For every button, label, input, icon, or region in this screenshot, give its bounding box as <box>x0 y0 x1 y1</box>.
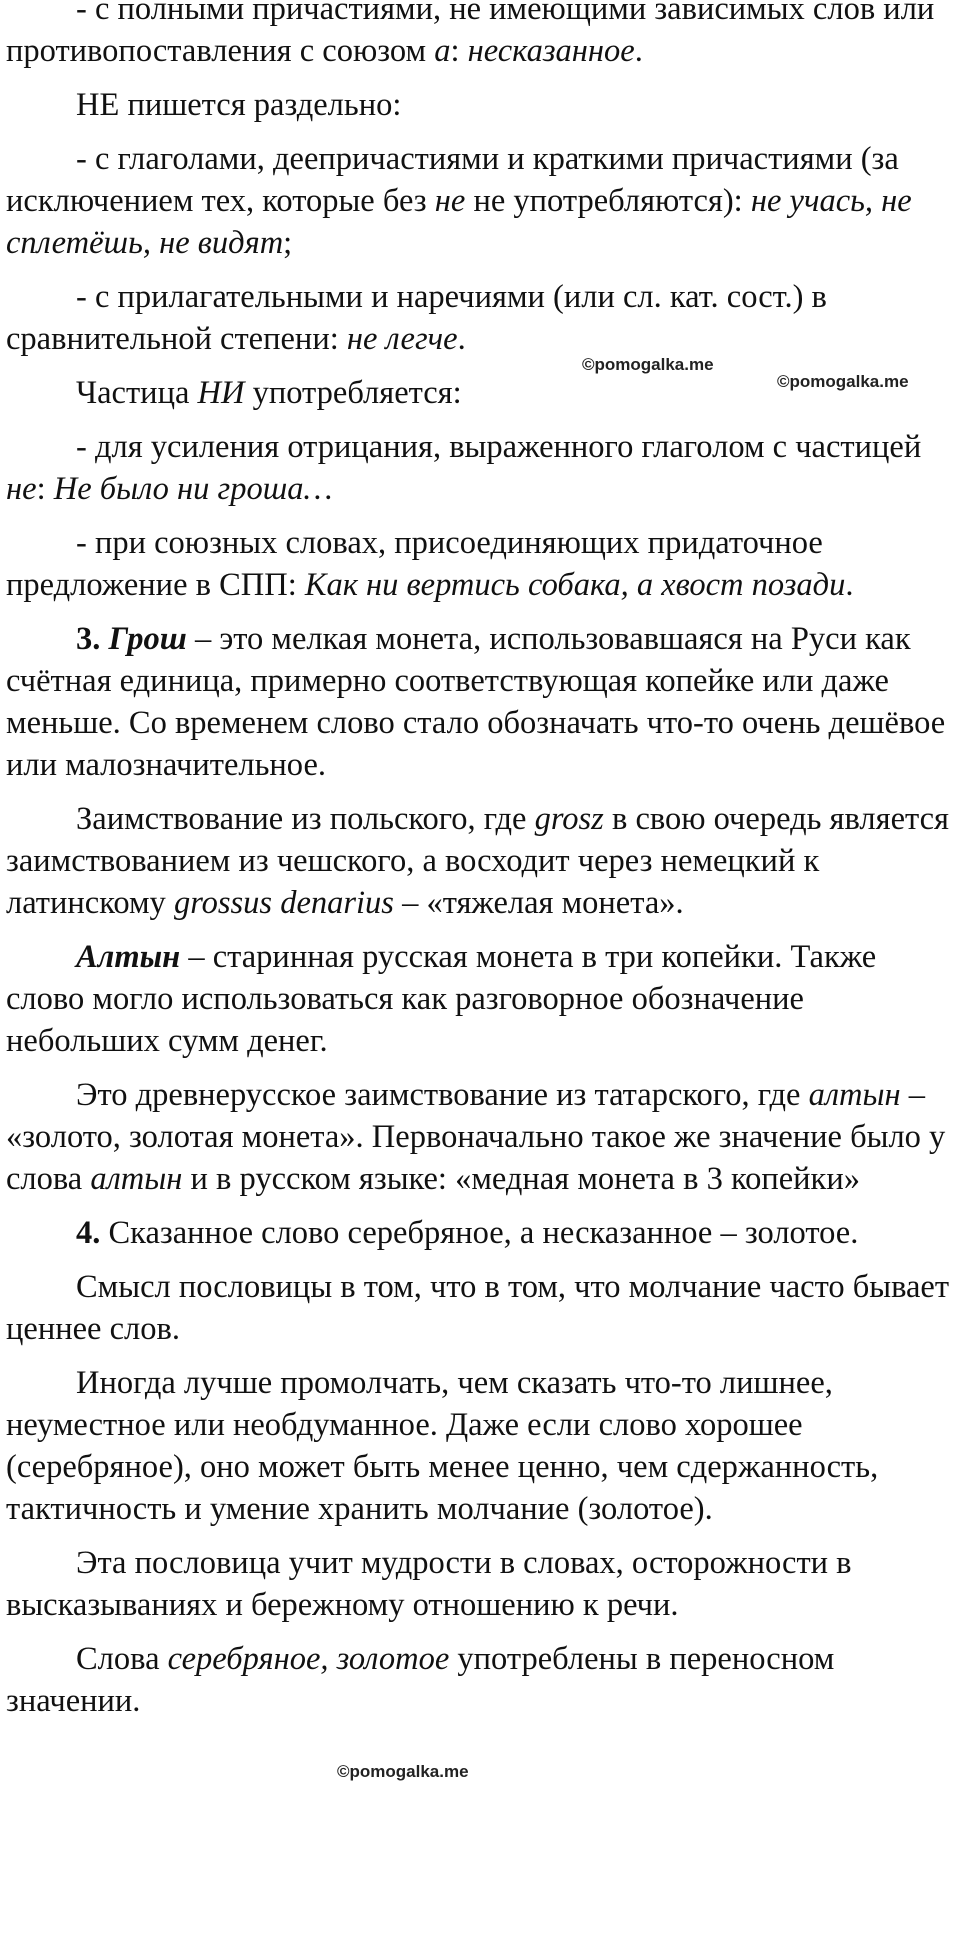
text-span: - для усиления отрицания, выраженного глаголом с частицей <box>76 429 922 465</box>
text-span: ; <box>283 225 293 261</box>
text-span: : <box>36 471 54 507</box>
text-span: – «тяжелая монета». <box>393 885 684 921</box>
text-span: . <box>845 567 854 603</box>
text-span: - с полными причастиями, не имеющими зависимых слов или противопоставления с союзом <box>6 0 935 69</box>
text-span: и в русском языке: «медная монета в 3 копейки» <box>182 1161 860 1197</box>
text-span: – старинная русская монета в три копейки. Также слово могло использоваться как разговорное обозначение небольших сумм денег. <box>6 939 877 1059</box>
text-span: – это мелкая монета, использовавшаяся на Руси как счётная единица, примерно соответствующая копейке или даже меньше. Со временем слово стало обозначать что-то очень дешёвое или малозначительное. <box>6 621 946 783</box>
italic-example: Как ни вертись собака, а хвост позади <box>304 567 846 603</box>
text-span: Смысл пословицы в том, что в том, что молчание часто бывает ценнее слов. <box>6 1269 950 1347</box>
italic-example: не учась, не сплетёшь, не видят <box>6 183 912 261</box>
text-span: - с глаголами, деепричастиями и краткими причастиями (за исключением тех, которые без <box>6 141 899 219</box>
figurative-words <box>6 1638 960 1722</box>
text-span: в свою очередь является заимствованием из чешского, а восходит через немецкий к латинскому <box>6 801 949 921</box>
rule-comparative <box>6 276 960 360</box>
italic-example: несказанное <box>467 33 635 69</box>
rule-negation-emphasis <box>6 426 960 510</box>
text-span: Сказанное слово серебряное, а несказанное – золотое. <box>100 1215 859 1251</box>
heading-ne-separate <box>6 84 960 126</box>
italic-example: НИ <box>197 375 245 411</box>
rule-conjunctive-words <box>6 522 960 606</box>
text-span: Иногда лучше промолчать, чем сказать что-то лишнее, неуместное или необдуманное. Даже если слово хорошее (серебряное), оно может быть менее ценно, чем сдержанность, тактичность и умение хранить молчание (золотое). <box>6 1365 879 1527</box>
rule-verbs <box>6 138 960 264</box>
text-span: Эта пословица учит мудрости в словах, осторожности в высказываниях и бережному отношению к речи. <box>6 1545 852 1623</box>
text-span: употребляется: <box>244 375 462 411</box>
text-span: . <box>634 33 643 69</box>
italic-example: а <box>434 33 451 69</box>
term: Грош <box>108 621 187 657</box>
italic-example: алтын <box>808 1077 901 1113</box>
answer-3-grosh <box>6 618 960 786</box>
text-span: Это древнерусское заимствование из татарского, где <box>76 1077 809 1113</box>
italic-example: Не было ни гроша… <box>53 471 333 507</box>
document-text <box>6 0 960 1734</box>
italic-example: не <box>6 471 37 507</box>
answer-number: 4. <box>76 1215 101 1251</box>
text-span: : <box>450 33 468 69</box>
text-span: – «золото, золотая монета». Первоначально такое же значение было у слова <box>6 1077 946 1197</box>
rule-full-participles <box>6 0 960 72</box>
answer-number: 3. <box>76 621 109 657</box>
proverb-lesson <box>6 1542 960 1626</box>
text-span: . <box>457 321 466 357</box>
italic-example: grossus denarius <box>173 885 394 921</box>
proverb-meaning <box>6 1266 960 1350</box>
text-span: - с прилагательными и наречиями (или сл. кат. сост.) в сравнительной степени: <box>6 279 827 357</box>
term: Алтын <box>76 939 181 975</box>
text-span: - при союзных словах, присоединяющих придаточное предложение в СПП: <box>6 525 823 603</box>
proverb-explanation <box>6 1362 960 1530</box>
text-span: Заимствование из польского, где <box>76 801 535 837</box>
watermark: ©pomogalka.me <box>777 372 909 391</box>
text-span: употреблены в переносном значении. <box>6 1641 835 1719</box>
answer-4-proverb <box>6 1212 960 1254</box>
italic-example: grosz <box>534 801 604 837</box>
watermark: ©pomogalka.me <box>337 1762 469 1781</box>
grosh-etymology <box>6 798 960 924</box>
text-span: Частица <box>76 375 198 411</box>
watermark: ©pomogalka.me <box>582 355 714 374</box>
text-span: Слова <box>76 1641 168 1677</box>
italic-example: алтын <box>90 1161 183 1197</box>
altyn-etymology <box>6 1074 960 1200</box>
italic-example: не легче <box>346 321 458 357</box>
altyn-definition <box>6 936 960 1062</box>
italic-example: серебряное, золотое <box>167 1641 450 1677</box>
text-span: не употребляются): <box>465 183 751 219</box>
text-span: НЕ пишется раздельно: <box>76 87 402 123</box>
italic-example: не <box>434 183 466 219</box>
